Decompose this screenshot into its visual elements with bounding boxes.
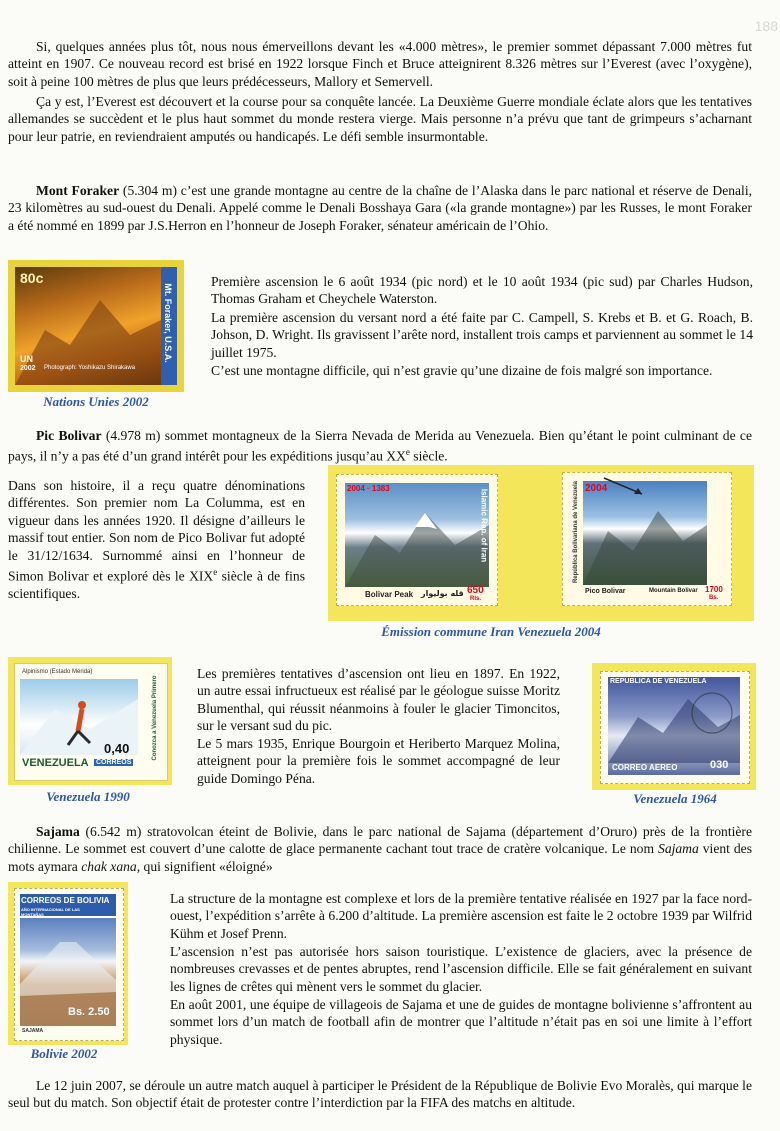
stamp-year: 2002 [20,365,36,372]
sajama-paragraph-1: La structure de la montagne est complexe et lors de la première tentative réalisée en 1927 par la face nord-ouest, l’expédition s’arrête à 6.200 d’altitude. La première ascension est faite le 2 octobre 1939 par Wilfrid Kühm et Josef Prenn. [170,891,752,941]
foraker-name: Mont Foraker [36,183,120,198]
stamp-bolivie-value: Bs. 2.50 [68,1006,110,1018]
bolivar-name: Pic Bolivar [36,428,102,443]
sajama-intro-text: (6.542 m) stratovolcan éteint de Bolivie, dans le parc national de Sajama (département d’Oruro) près de la frontière chilienne. Le sommet est couvert d’une calotte de glace permanente cachant tout trace de cratère volcanique. Le nom [8,824,752,857]
stamp-venezuela-1964-country: REPUBLICA DE VENEZUELA [610,678,707,685]
arrow-icon [600,474,650,498]
stamp-bolivie-subtitle: AÑO INTERNACIONAL DE LAS MONTAÑAS [21,907,80,917]
stamp-venezuela-2004-country: República Bolivariana de Venezuela [573,480,579,584]
sajama-intro-em2: chak xana [81,858,137,874]
stamp-iran-country: Islamic Rep. of Iran [479,488,489,563]
sajama-paragraph-3: En août 2001, une équipe de villageois de Sajama et une de guides de montagne bolivienne s’affrontent au sommet lors d’un match de football afin de montrer que l’altitude n’était pas en soi une limite à l’effort physique. [170,997,752,1047]
closing-paragraph: Le 12 juin 2007, se déroule un autre match auquel à participer le Président de la République de Bolivie Evo Moralès, qui marque le seul but du match. Son objectif était de protester contre l’interdiction par la FIFA des matchs en altitude. [8,1078,752,1111]
sajama-paragraph-2: L’ascension n’est pas autorisée hors saison touristique. L’existence de glaciers, avec la présence de nombreuses crevasses et de pentes abruptes, rend l’ascension difficile. Elle se fait généralement en suivant les lignes de crêtes qui mènent vers le sommet du glacier. [170,944,752,994]
bolivar-side-sup: e [213,567,218,578]
stamp-iran-value: 650 [467,585,484,596]
stamp-iran-unit: Rls. [470,596,482,602]
stamp-venezuela-1990-side-text: Conozca a Venezuela Primero [152,675,158,761]
stamp-issuer: UN [20,354,33,364]
stamp-venezuela-2004-year: 2004 [585,483,608,494]
stamp-venezuela-1990 [8,657,172,785]
mountain-peak-icon [345,505,489,587]
foraker-paragraph-1: Première ascension le 6 août 1934 (pic nord) et le 10 août 1934 (pic sud) par Charles Hudson, Thomas Graham et Cheychele Waterston. [211,274,753,307]
sajama-intro-em: Sajama [658,841,699,857]
stamp-venezuela-1964-service: CORREO AEREO [612,763,678,772]
stamp-venezuela-1964 [592,663,756,790]
stamp-venezuela-2004-unit: Bs. [709,595,719,601]
stamp-venezuela-1990-country: VENEZUELA [22,757,89,769]
stamp-venezuela-2004-value: 1700 [705,585,723,594]
stamp-iran-2004 [336,474,498,606]
caption-venezuela-1964: Venezuela 1964 [633,791,717,806]
stamp-iran-peak: Bolivar Peak [365,590,414,599]
foraker-intro-text: (5.304 m) c’est une grande montagne au centre de la chaîne de l’Alaska dans le parc national et réserve de Denali, 23 kilomètres au sud-ouest du Denali. Appelé comme le Denali Bosshaya Gara («la grande montagne») par les Russes, le mont Foraker a été nommé en 1899 par J.S.Herron en l’honneur de Joseph Foraker, sénateur américain de l’Ohio. [8,183,753,233]
stamp-venezuela-1990-service: CORREOS [96,759,132,766]
caption-joint-issue: Émission commune Iran Venezuela 2004 [381,624,601,639]
caption-bolivie-2002: Bolivie 2002 [30,1046,98,1061]
stamp-bolivie-header: CORREOS DE BOLIVIA [21,896,110,905]
page-number: 188 [754,18,778,34]
bolivar-side-end: siècle à de fins scientifiques. [8,568,305,601]
stamp-bolivie-2002 [8,882,128,1045]
stamp-iran-year: 2004 · 1383 [347,484,390,493]
bolivar-intro-sup: e [405,447,410,458]
stamp-credit: Photograph: Yoshikazu Shirakawa [44,365,136,371]
foraker-paragraph-3: C’est une montagne difficile, qui n’est gravie qu’une dizaine de fois malgré son importance. [211,363,713,378]
stamp-venezuela-1990-title: Alpinismo (Estado Mérida) [22,669,93,675]
stamp-venezuela-2004-peak: Pico Bolivar [585,588,626,595]
mountain-peak-icon [583,501,707,585]
bolivar-paragraph-2: Le 5 mars 1935, Enrique Bourgoin et Heriberto Marquez Molina, atteignent pour la première fois le sommet accompagné de leur guide Domingo Péna. [197,736,560,786]
stamp-venezuela-2004-peak-en: Mountain Bolivar [649,588,698,594]
bolivar-intro-end: siècle. [409,448,448,464]
bolivar-side-paragraph [8,477,305,602]
intro-paragraph-1: Si, quelques années plus tôt, nous nous émerveillons devant les «4.000 mètres», le premier sommet dépassant 7.000 mètres fut atteint en 1907. Ce nouveau record est brisé en 1922 lorsque Finch et Bruce atteignirent 8.326 mètres sur l’Everest (avec l’oxygène), soit à peine 100 mètres de plus que leurs prédécesseurs, Mallory et Semervell. [8,39,752,89]
bolivar-paragraph-1: Les premières tentatives d’ascension ont lieu en 1897. En 1922, un autre essai infructueux est réalisé par le géologue suisse Moritz Blumenthal, qui réussit néanmoins à fouler le glacier Timoncitos, sur le versant sud du pic. [197,666,560,734]
bolivar-side-text: Dans son histoire, il a reçu quatre dénominations différentes. Son premier nom La Columma, est en vigueur dans les années 1920. Il désigne d’ailleurs le massif tout entier. Son nom de Pico Bolivar fut adopté le 31/12/1634. Surnommé ainsi en l’honneur de Simon Bolivar et exploré dès le XIX [8,478,305,584]
stamp-venezuela-1964-value: 030 [710,759,729,771]
stamp-value: 80c [20,270,44,286]
stamp-side-text: Mt. Foraker, U.S.A. [163,283,173,363]
sajama-intro [8,823,752,875]
bolivar-intro [8,427,752,465]
intro-paragraph-2: Ça y est, l’Everest est découvert et la course pour sa conquête lancée. La Deuxième Guerre mondiale éclate alors que les tentatives allemandes se succèdent et le plus haut sommet du monde restera vierge. Mais personne n’a prévu que tant de grimpeurs s’acharnant pour leur patrie, en reviendraient amputés ou handicapés. Le défi semble insurmontable. [8,94,752,144]
stamp-iran-farsi: قله بولیوار [421,589,464,598]
foraker-intro [8,182,752,234]
caption-venezuela-1990: Venezuela 1990 [46,789,130,804]
mountain-peak-icon [608,689,740,763]
sajama-name: Sajama [36,824,80,839]
stamp-venezuela-1990-value: 0,40 [104,741,130,756]
caption-nations-unies-2002: Nations Unies 2002 [43,394,149,409]
sajama-intro-end: , qui signifient «éloigné» [136,858,273,874]
sajama-intro-mid: vient des mots aymara [8,841,752,874]
foraker-paragraph-2: La première ascension du versant nord a été faite par C. Campell, S. Krebs et B. et G. Roach, B. Johson, D. Wright. Ils gravissent l’arête nord, installent trois camps et parviennent au sommet le 14 juillet 1975. [211,310,753,360]
stamp-bolivie-footer: SAJAMA [22,1028,44,1034]
bolivar-intro-text: (4.978 m) sommet montagneux de la Sierra Nevada de Merida au Venezuela. Bien qu’étant le point culminant de ce pays, il n’y a pas été d’un grand intérêt pour les expéditions jusqu’au XX [8,428,753,464]
stamp-nations-unies-2002 [8,260,184,392]
